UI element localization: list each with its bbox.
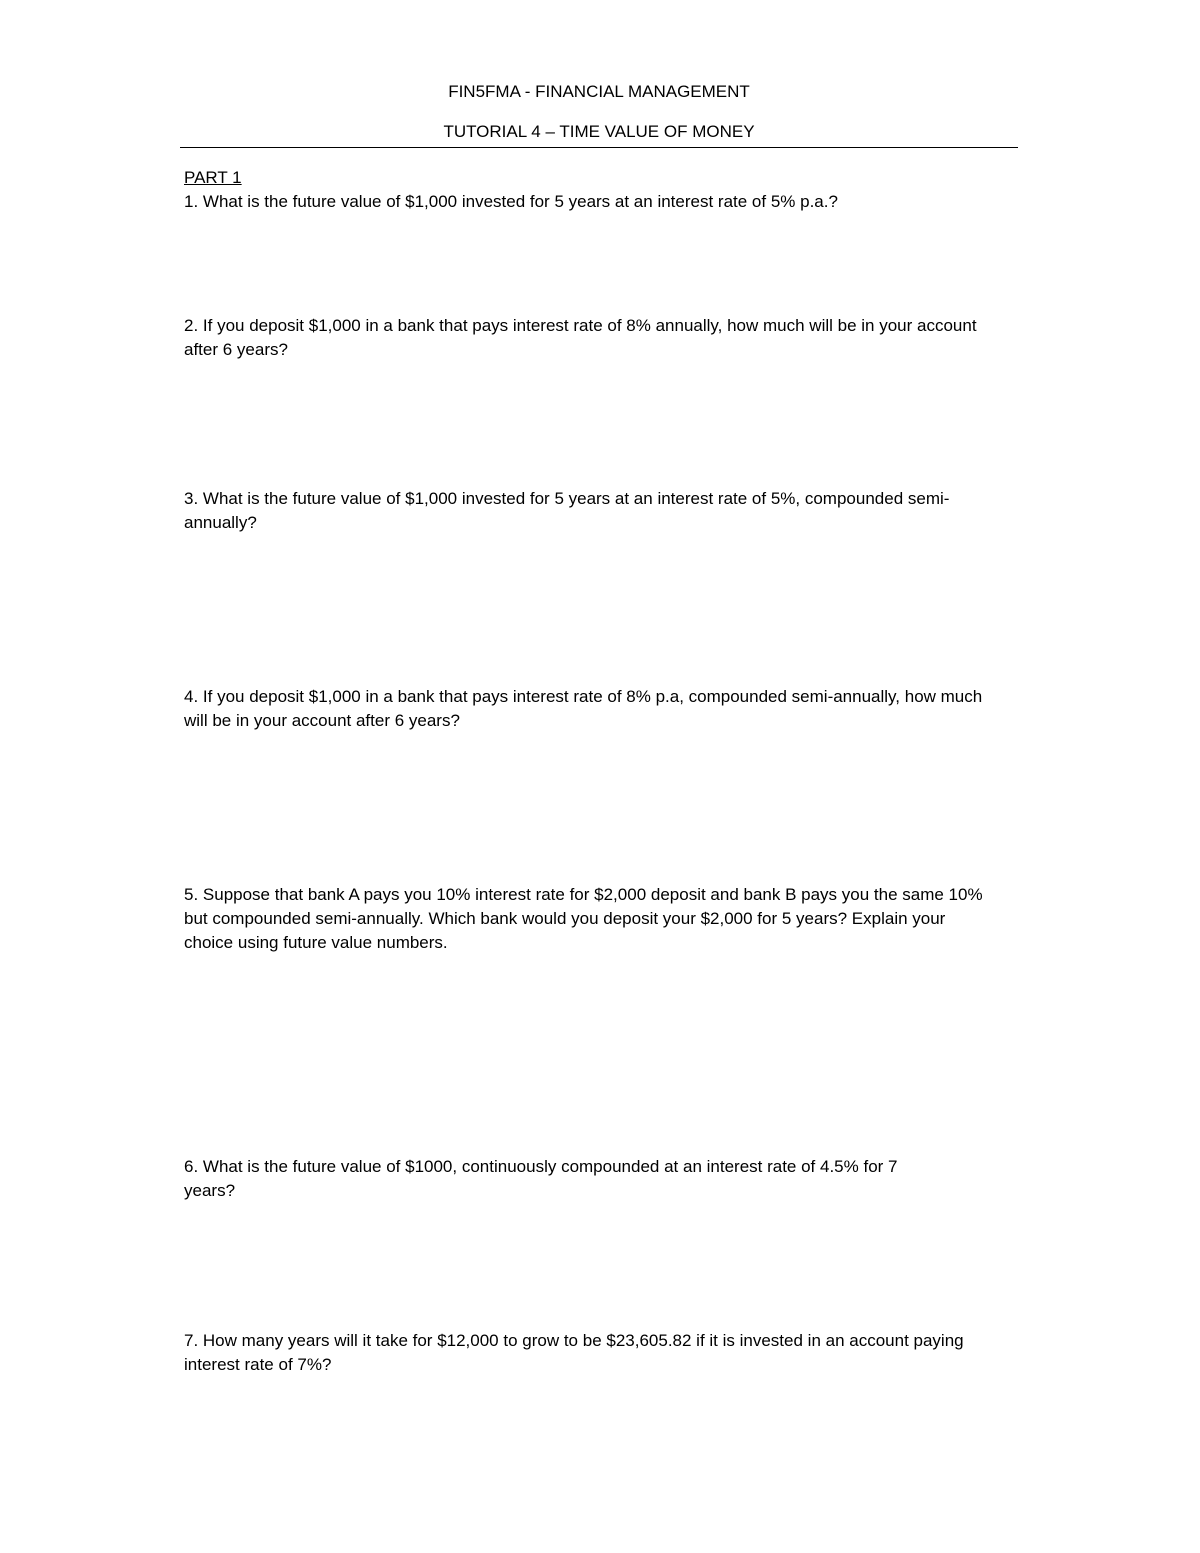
question-1: 1. What is the future value of $1,000 invested for 5 years at an interest rate of 5% p.a.? — [184, 192, 838, 211]
question-7: 7. How many years will it take for $12,000 to grow to be $23,605.82 if it is invested in an account paying interest rate of 7%? — [184, 1331, 964, 1374]
tutorial-title: TUTORIAL 4 – TIME VALUE OF MONEY — [443, 122, 755, 141]
header-divider — [180, 147, 1018, 148]
question-6: 6. What is the future value of $1000, continuously compounded at an interest rate of 4.5% for 7 years? — [184, 1157, 898, 1200]
question-2: 2. If you deposit $1,000 in a bank that pays interest rate of 8% annually, how much will be in your account after 6 years? — [184, 316, 977, 359]
question-4: 4. If you deposit $1,000 in a bank that pays interest rate of 8% p.a, compounded semi-annually, how much will be in your account after 6 years? — [184, 687, 983, 730]
question-3: 3. What is the future value of $1,000 invested for 5 years at an interest rate of 5%, compounded semi-annually? — [184, 489, 950, 532]
question-5: 5. Suppose that bank A pays you 10% interest rate for $2,000 deposit and bank B pays you the same 10% but compounded semi-annually. Which bank would you deposit your $2,000 for 5 years? Explain your choice using future value numbers. — [184, 885, 983, 952]
course-title: FIN5FMA - FINANCIAL MANAGEMENT — [448, 82, 750, 101]
part-heading: PART 1 — [184, 168, 242, 187]
